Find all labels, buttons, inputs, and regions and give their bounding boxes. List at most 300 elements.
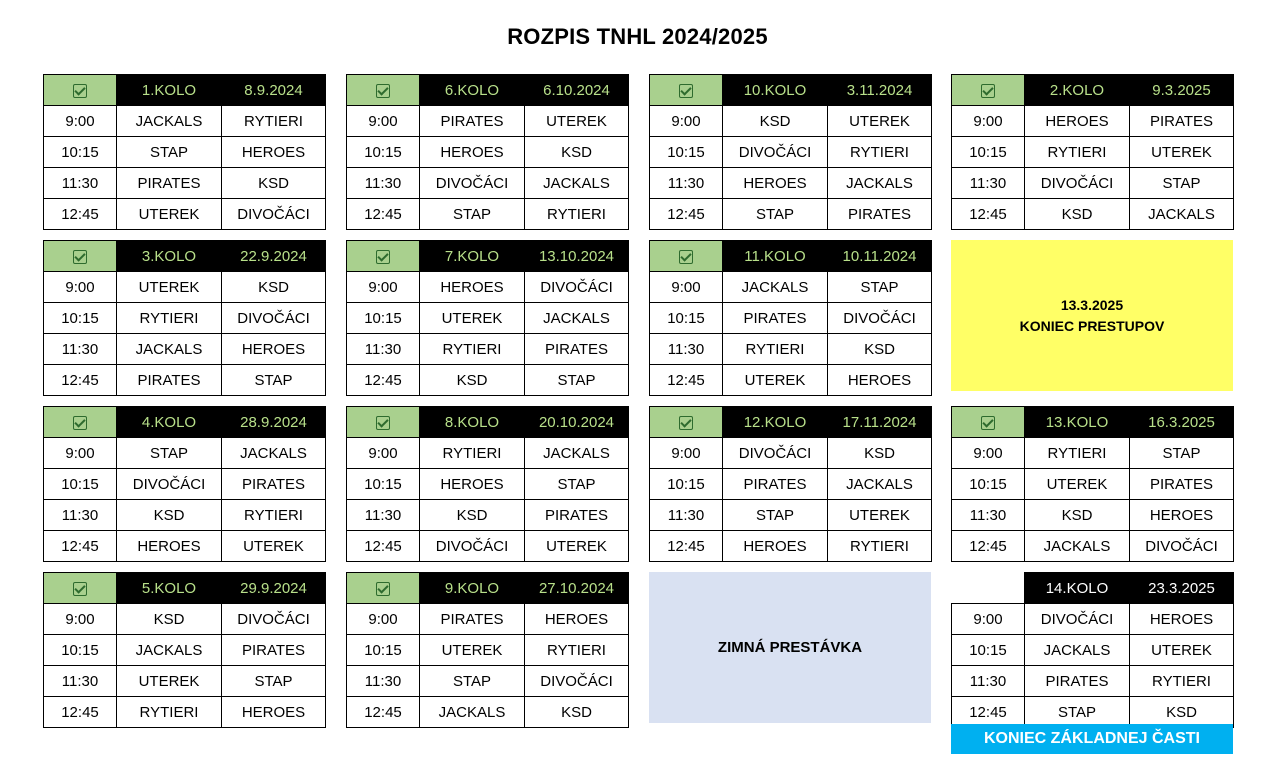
game-row [44, 469, 326, 500]
round-table [951, 406, 1233, 557]
round-table [346, 572, 628, 723]
away-team: STAP [222, 365, 326, 396]
home-team: JACKALS [420, 697, 525, 728]
home-team: UTEREK [723, 365, 828, 396]
game-time: 9:00 [952, 106, 1025, 137]
season-end-banner: KONIEC ZÁKLADNEJ ČASTI [951, 724, 1233, 754]
checkbox-checked-icon [73, 582, 87, 596]
round-table [649, 406, 931, 557]
away-team: PIRATES [222, 469, 326, 500]
game-time: 11:30 [347, 666, 420, 697]
round-header [347, 241, 629, 272]
game-time: 12:45 [44, 697, 117, 728]
round-date: 13.10.2024 [525, 241, 629, 272]
winter-break-note [649, 572, 931, 723]
game-time: 9:00 [650, 106, 723, 137]
game-time: 10:15 [44, 635, 117, 666]
away-team: DIVOČÁCI [525, 666, 629, 697]
game-time: 12:45 [44, 531, 117, 562]
game-time: 9:00 [44, 106, 117, 137]
round-status-cell [44, 241, 117, 272]
game-time: 11:30 [44, 334, 117, 365]
game-time: 10:15 [952, 137, 1025, 168]
game-row [650, 469, 932, 500]
round-label: 6.KOLO [420, 75, 525, 106]
checkbox-checked-icon [679, 250, 693, 264]
game-time: 10:15 [650, 469, 723, 500]
game-time: 11:30 [44, 168, 117, 199]
game-time: 12:45 [952, 531, 1025, 562]
round-label: 14.KOLO [1025, 573, 1130, 604]
game-row [44, 666, 326, 697]
round-date: 28.9.2024 [222, 407, 326, 438]
game-time: 11:30 [650, 500, 723, 531]
home-team: PIRATES [723, 303, 828, 334]
away-team: RYTIERI [828, 531, 932, 562]
game-row [952, 604, 1234, 635]
home-team: HEROES [420, 137, 525, 168]
away-team: JACKALS [828, 469, 932, 500]
round-status-cell [347, 573, 420, 604]
round-table [649, 74, 931, 225]
home-team: STAP [723, 199, 828, 230]
game-row [650, 500, 932, 531]
game-row [650, 303, 932, 334]
round-table [346, 74, 628, 225]
away-team: JACKALS [222, 438, 326, 469]
round-header [952, 75, 1234, 106]
game-time: 12:45 [650, 199, 723, 230]
home-team: KSD [723, 106, 828, 137]
round-status-cell [347, 241, 420, 272]
checkbox-checked-icon [981, 84, 995, 98]
game-row [44, 438, 326, 469]
home-team: HEROES [723, 168, 828, 199]
round-header [347, 573, 629, 604]
away-team: UTEREK [525, 106, 629, 137]
game-row [44, 199, 326, 230]
round-header [650, 241, 932, 272]
game-time: 10:15 [650, 303, 723, 334]
checkbox-checked-icon [679, 84, 693, 98]
game-row [650, 106, 932, 137]
round-date: 9.3.2025 [1130, 75, 1234, 106]
game-row [347, 365, 629, 396]
game-row [650, 334, 932, 365]
game-time: 9:00 [347, 604, 420, 635]
game-row [347, 500, 629, 531]
game-time: 10:15 [347, 303, 420, 334]
away-team: JACKALS [828, 168, 932, 199]
away-team: PIRATES [828, 199, 932, 230]
game-time: 10:15 [44, 137, 117, 168]
game-row [44, 137, 326, 168]
game-row [952, 531, 1234, 562]
game-row [650, 365, 932, 396]
round-header [44, 573, 326, 604]
game-time: 11:30 [44, 666, 117, 697]
home-team: HEROES [420, 272, 525, 303]
home-team: UTEREK [420, 635, 525, 666]
away-team: STAP [525, 469, 629, 500]
home-team: DIVOČÁCI [420, 168, 525, 199]
away-team: DIVOČÁCI [222, 303, 326, 334]
game-time: 10:15 [347, 635, 420, 666]
game-row [952, 500, 1234, 531]
home-team: JACKALS [1025, 531, 1130, 562]
away-team: RYTIERI [1130, 666, 1234, 697]
round-header [650, 407, 932, 438]
checkbox-checked-icon [376, 582, 390, 596]
away-team: JACKALS [525, 168, 629, 199]
game-time: 11:30 [347, 168, 420, 199]
home-team: UTEREK [1025, 469, 1130, 500]
home-team: UTEREK [117, 272, 222, 303]
game-row [347, 199, 629, 230]
away-team: JACKALS [1130, 199, 1234, 230]
round-date: 6.10.2024 [525, 75, 629, 106]
game-time: 9:00 [347, 106, 420, 137]
round-table [951, 74, 1233, 225]
home-team: KSD [1025, 500, 1130, 531]
game-row [44, 531, 326, 562]
game-row [650, 137, 932, 168]
round-status-cell [650, 241, 723, 272]
round-status-cell [650, 75, 723, 106]
home-team: DIVOČÁCI [420, 531, 525, 562]
away-team: UTEREK [1130, 635, 1234, 666]
game-row [347, 272, 629, 303]
home-team: RYTIERI [117, 303, 222, 334]
round-label: 1.KOLO [117, 75, 222, 106]
game-time: 10:15 [650, 137, 723, 168]
checkbox-checked-icon [376, 84, 390, 98]
game-row [650, 199, 932, 230]
away-team: STAP [222, 666, 326, 697]
away-team: UTEREK [828, 106, 932, 137]
away-team: STAP [1130, 438, 1234, 469]
game-row [347, 334, 629, 365]
game-row [44, 303, 326, 334]
round-status-cell [44, 573, 117, 604]
home-team: HEROES [117, 531, 222, 562]
round-label: 5.KOLO [117, 573, 222, 604]
home-team: DIVOČÁCI [723, 137, 828, 168]
round-table [43, 240, 325, 391]
home-team: UTEREK [420, 303, 525, 334]
game-time: 11:30 [347, 500, 420, 531]
home-team: JACKALS [723, 272, 828, 303]
home-team: PIRATES [420, 604, 525, 635]
game-row [952, 469, 1234, 500]
away-team: STAP [828, 272, 932, 303]
home-team: DIVOČÁCI [1025, 168, 1130, 199]
away-team: RYTIERI [828, 137, 932, 168]
round-date: 10.11.2024 [828, 241, 932, 272]
away-team: JACKALS [525, 303, 629, 334]
game-row [44, 334, 326, 365]
game-row [347, 697, 629, 728]
checkbox-checked-icon [73, 250, 87, 264]
game-row [44, 500, 326, 531]
away-team: DIVOČÁCI [525, 272, 629, 303]
home-team: DIVOČÁCI [117, 469, 222, 500]
home-team: JACKALS [117, 334, 222, 365]
round-date: 16.3.2025 [1130, 407, 1234, 438]
home-team: DIVOČÁCI [1025, 604, 1130, 635]
game-row [347, 137, 629, 168]
home-team: KSD [420, 500, 525, 531]
game-row [952, 635, 1234, 666]
home-team: KSD [1025, 199, 1130, 230]
home-team: JACKALS [1025, 635, 1130, 666]
transfer-deadline-note [951, 240, 1233, 391]
game-time: 12:45 [650, 531, 723, 562]
checkbox-checked-icon [73, 84, 87, 98]
away-team: JACKALS [525, 438, 629, 469]
game-time: 12:45 [347, 199, 420, 230]
away-team: PIRATES [525, 500, 629, 531]
game-time: 11:30 [347, 334, 420, 365]
round-table [43, 74, 325, 225]
away-team: RYTIERI [222, 106, 326, 137]
game-time: 9:00 [952, 604, 1025, 635]
home-team: RYTIERI [723, 334, 828, 365]
away-team: KSD [1130, 697, 1234, 728]
round-label: 11.KOLO [723, 241, 828, 272]
round-label: 10.KOLO [723, 75, 828, 106]
game-time: 11:30 [650, 334, 723, 365]
away-team: RYTIERI [525, 199, 629, 230]
home-team: PIRATES [723, 469, 828, 500]
game-row [44, 635, 326, 666]
round-status-cell [952, 75, 1025, 106]
home-team: UTEREK [117, 199, 222, 230]
game-time: 9:00 [347, 438, 420, 469]
home-team: STAP [420, 199, 525, 230]
game-row [952, 666, 1234, 697]
game-time: 11:30 [44, 500, 117, 531]
away-team: HEROES [525, 604, 629, 635]
game-time: 10:15 [952, 469, 1025, 500]
away-team: HEROES [828, 365, 932, 396]
game-row [347, 106, 629, 137]
round-label: 7.KOLO [420, 241, 525, 272]
home-team: STAP [1025, 697, 1130, 728]
round-header [650, 75, 932, 106]
game-row [650, 531, 932, 562]
away-team: DIVOČÁCI [222, 199, 326, 230]
round-table [649, 240, 931, 391]
game-row [347, 168, 629, 199]
home-team: STAP [117, 438, 222, 469]
away-team: UTEREK [828, 500, 932, 531]
game-row [44, 168, 326, 199]
round-label: 3.KOLO [117, 241, 222, 272]
away-team: KSD [525, 697, 629, 728]
home-team: RYTIERI [420, 438, 525, 469]
game-time: 12:45 [347, 365, 420, 396]
game-row [952, 168, 1234, 199]
away-team: UTEREK [525, 531, 629, 562]
page-title: ROZPIS TNHL 2024/2025 [507, 24, 768, 49]
home-team: RYTIERI [1025, 438, 1130, 469]
round-header [44, 407, 326, 438]
round-label: 9.KOLO [420, 573, 525, 604]
round-header [952, 573, 1234, 604]
away-team: PIRATES [222, 635, 326, 666]
home-team: RYTIERI [117, 697, 222, 728]
game-time: 10:15 [44, 303, 117, 334]
round-date: 20.10.2024 [525, 407, 629, 438]
round-date: 27.10.2024 [525, 573, 629, 604]
away-team: PIRATES [1130, 106, 1234, 137]
home-team: PIRATES [117, 365, 222, 396]
game-time: 12:45 [347, 531, 420, 562]
round-status-cell [44, 75, 117, 106]
round-label: 8.KOLO [420, 407, 525, 438]
game-row [347, 469, 629, 500]
away-team: HEROES [222, 697, 326, 728]
winter-break-text: ZIMNÁ PRESTÁVKA [717, 639, 863, 656]
home-team: PIRATES [420, 106, 525, 137]
game-time: 11:30 [952, 168, 1025, 199]
away-team: DIVOČÁCI [1130, 531, 1234, 562]
game-row [347, 303, 629, 334]
game-time: 9:00 [952, 438, 1025, 469]
game-time: 9:00 [650, 438, 723, 469]
home-team: RYTIERI [420, 334, 525, 365]
game-row [347, 635, 629, 666]
home-team: KSD [117, 500, 222, 531]
game-time: 10:15 [44, 469, 117, 500]
game-row [952, 106, 1234, 137]
home-team: PIRATES [1025, 666, 1130, 697]
away-team: UTEREK [222, 531, 326, 562]
away-team: UTEREK [1130, 137, 1234, 168]
home-team: HEROES [420, 469, 525, 500]
home-team: HEROES [723, 531, 828, 562]
game-time: 12:45 [347, 697, 420, 728]
game-row [347, 604, 629, 635]
game-row [44, 697, 326, 728]
away-team: KSD [828, 334, 932, 365]
home-team: STAP [420, 666, 525, 697]
checkbox-checked-icon [73, 416, 87, 430]
transfer-deadline-text: KONIEC PRESTUPOV [1019, 317, 1165, 334]
home-team: KSD [420, 365, 525, 396]
game-row [347, 531, 629, 562]
home-team: KSD [117, 604, 222, 635]
checkbox-checked-icon [376, 416, 390, 430]
away-team: DIVOČÁCI [828, 303, 932, 334]
game-time: 9:00 [347, 272, 420, 303]
home-team: PIRATES [117, 168, 222, 199]
round-date: 23.3.2025 [1130, 573, 1234, 604]
away-team: KSD [525, 137, 629, 168]
round-table [43, 406, 325, 557]
round-header [44, 75, 326, 106]
game-time: 11:30 [952, 500, 1025, 531]
game-row [952, 697, 1234, 728]
away-team: DIVOČÁCI [222, 604, 326, 635]
game-row [44, 272, 326, 303]
away-team: HEROES [1130, 500, 1234, 531]
away-team: STAP [525, 365, 629, 396]
round-status-cell [650, 407, 723, 438]
game-time: 12:45 [952, 199, 1025, 230]
away-team: RYTIERI [525, 635, 629, 666]
game-time: 11:30 [952, 666, 1025, 697]
away-team: STAP [1130, 168, 1234, 199]
round-status-cell [347, 407, 420, 438]
home-team: JACKALS [117, 635, 222, 666]
game-time: 11:30 [650, 168, 723, 199]
home-team: STAP [117, 137, 222, 168]
round-table [346, 406, 628, 557]
game-row [952, 137, 1234, 168]
game-row [44, 106, 326, 137]
game-row [44, 365, 326, 396]
game-row [952, 438, 1234, 469]
game-time: 9:00 [650, 272, 723, 303]
round-header [347, 407, 629, 438]
away-team: KSD [222, 168, 326, 199]
round-status-cell [347, 75, 420, 106]
game-row [44, 604, 326, 635]
round-header [952, 407, 1234, 438]
round-table [951, 572, 1233, 723]
away-team: HEROES [222, 137, 326, 168]
round-header [347, 75, 629, 106]
home-team: JACKALS [117, 106, 222, 137]
transfer-deadline-date: 13.3.2025 [1060, 296, 1124, 313]
round-table [346, 240, 628, 391]
away-team: KSD [828, 438, 932, 469]
away-team: PIRATES [525, 334, 629, 365]
home-team: UTEREK [117, 666, 222, 697]
game-time: 9:00 [44, 604, 117, 635]
game-time: 9:00 [44, 272, 117, 303]
round-status-cell [952, 407, 1025, 438]
game-time: 12:45 [44, 199, 117, 230]
round-date: 17.11.2024 [828, 407, 932, 438]
round-label: 2.KOLO [1025, 75, 1130, 106]
game-row [347, 666, 629, 697]
game-time: 12:45 [650, 365, 723, 396]
away-team: PIRATES [1130, 469, 1234, 500]
checkbox-checked-icon [376, 250, 390, 264]
game-time: 9:00 [44, 438, 117, 469]
game-time: 12:45 [44, 365, 117, 396]
game-time: 12:45 [952, 697, 1025, 728]
game-time: 10:15 [347, 137, 420, 168]
game-row [650, 438, 932, 469]
round-date: 29.9.2024 [222, 573, 326, 604]
round-label: 13.KOLO [1025, 407, 1130, 438]
home-team: RYTIERI [1025, 137, 1130, 168]
home-team: STAP [723, 500, 828, 531]
round-header [44, 241, 326, 272]
round-date: 8.9.2024 [222, 75, 326, 106]
home-team: DIVOČÁCI [723, 438, 828, 469]
game-row [952, 199, 1234, 230]
checkbox-checked-icon [679, 416, 693, 430]
away-team: KSD [222, 272, 326, 303]
round-status-cell [952, 573, 1025, 604]
away-team: HEROES [1130, 604, 1234, 635]
round-date: 22.9.2024 [222, 241, 326, 272]
